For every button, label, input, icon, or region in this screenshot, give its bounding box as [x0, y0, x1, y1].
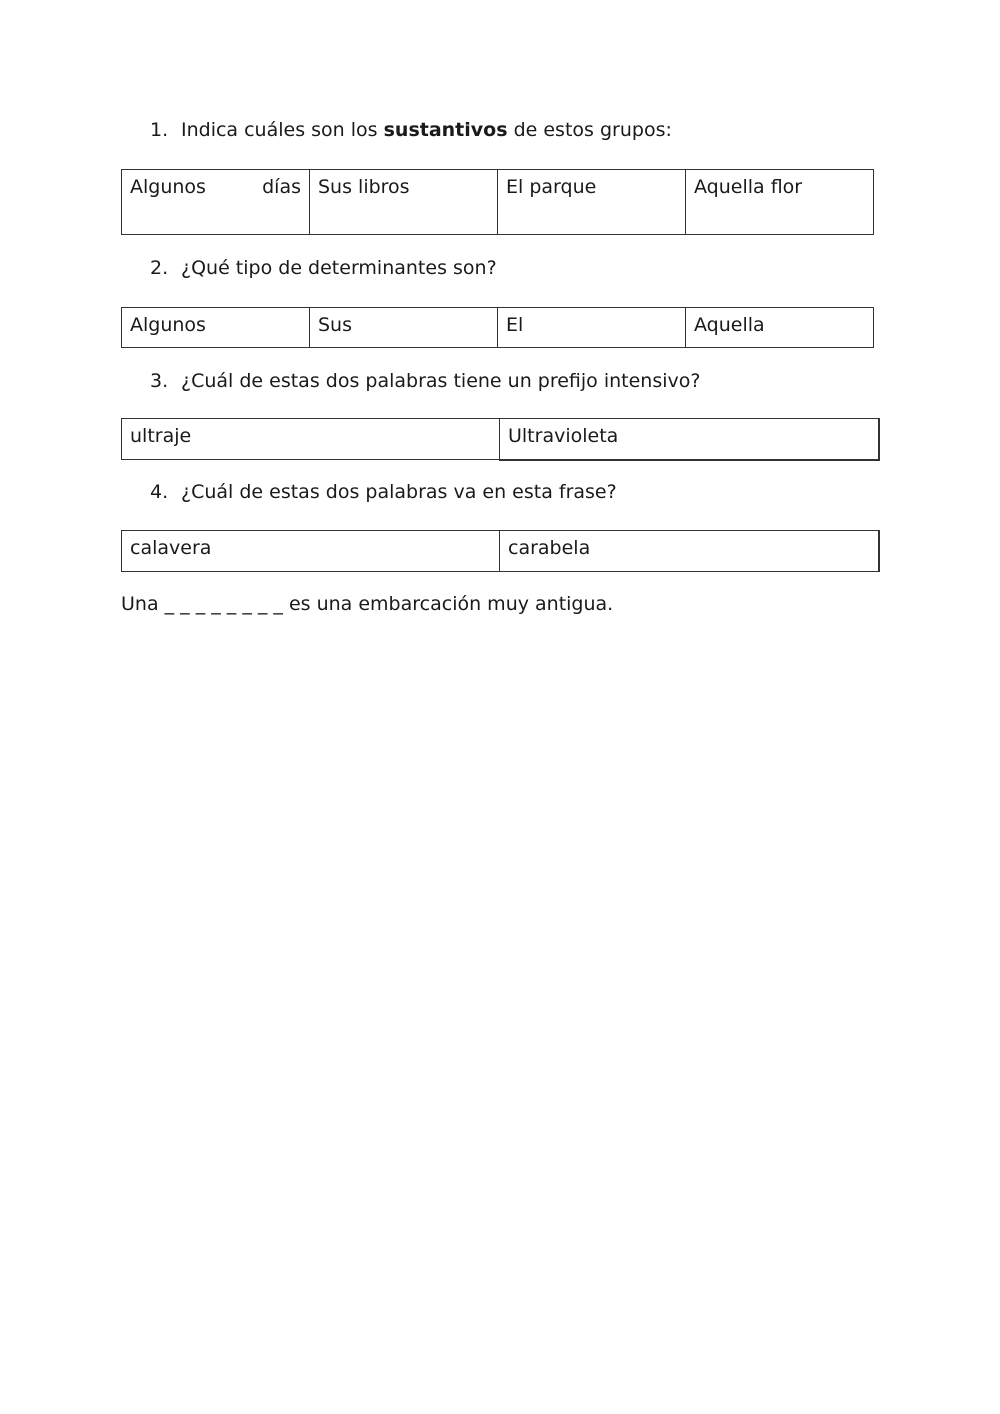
- question-2-text: ¿Qué tipo de determinantes son?: [181, 257, 497, 279]
- question-1-text-before: Indica cuáles son los: [181, 119, 378, 141]
- question-4-table: [121, 530, 880, 572]
- question-1-table: [121, 169, 874, 235]
- question-3: [150, 369, 700, 393]
- answer-cell[interactable]: [498, 308, 686, 348]
- cell-text: El: [506, 314, 524, 336]
- sentence-start: Una: [121, 593, 159, 615]
- cell-text: Sus: [318, 314, 353, 336]
- table-row: [122, 308, 874, 348]
- answer-cell[interactable]: [122, 170, 310, 235]
- cell-text: El parque: [506, 176, 597, 198]
- cell-text: Aquella flor: [694, 176, 803, 198]
- answer-cell[interactable]: [500, 531, 879, 572]
- answer-cell[interactable]: [122, 419, 500, 460]
- answer-cell[interactable]: [686, 308, 874, 348]
- question-2: [150, 256, 497, 280]
- question-2-number: 2.: [150, 257, 169, 279]
- cell-text: ultraje: [130, 425, 192, 447]
- question-1-number: 1.: [150, 119, 169, 141]
- answer-cell[interactable]: [686, 170, 874, 235]
- cell-text: calavera: [130, 537, 212, 559]
- question-3-text: ¿Cuál de estas dos palabras tiene un prefijo intensivo?: [181, 370, 701, 392]
- question-3-number: 3.: [150, 370, 169, 392]
- question-4: [150, 480, 617, 504]
- cell-text: carabela: [508, 537, 591, 559]
- table-row: [122, 531, 879, 572]
- question-4-text: ¿Cuál de estas dos palabras va en esta frase?: [181, 481, 617, 503]
- question-1: [150, 118, 672, 142]
- question-3-table: [121, 418, 880, 461]
- question-1-text-after: de estos grupos:: [513, 119, 672, 141]
- answer-cell[interactable]: [122, 531, 500, 572]
- question-2-table: [121, 307, 874, 348]
- cell-text: Algunos: [130, 314, 206, 336]
- cell-word: Algunos: [130, 176, 206, 198]
- answer-blank[interactable]: _ _ _ _ _ _ _ _: [164, 593, 283, 615]
- answer-cell[interactable]: [310, 170, 498, 235]
- answer-cell[interactable]: [498, 170, 686, 235]
- sentence-end: es una embarcación muy antigua.: [288, 593, 614, 615]
- table-row: [122, 170, 874, 235]
- cell-word: días: [262, 176, 301, 198]
- fill-in-sentence: [121, 592, 613, 616]
- answer-cell[interactable]: [310, 308, 498, 348]
- answer-cell[interactable]: [500, 419, 879, 460]
- answer-cell[interactable]: [122, 308, 310, 348]
- table-row: [122, 419, 879, 460]
- cell-text: Aquella: [694, 314, 765, 336]
- cell-text: Ultravioleta: [508, 425, 619, 447]
- question-1-keyword: sustantivos: [383, 119, 508, 141]
- cell-text: Sus libros: [318, 176, 410, 198]
- question-4-number: 4.: [150, 481, 169, 503]
